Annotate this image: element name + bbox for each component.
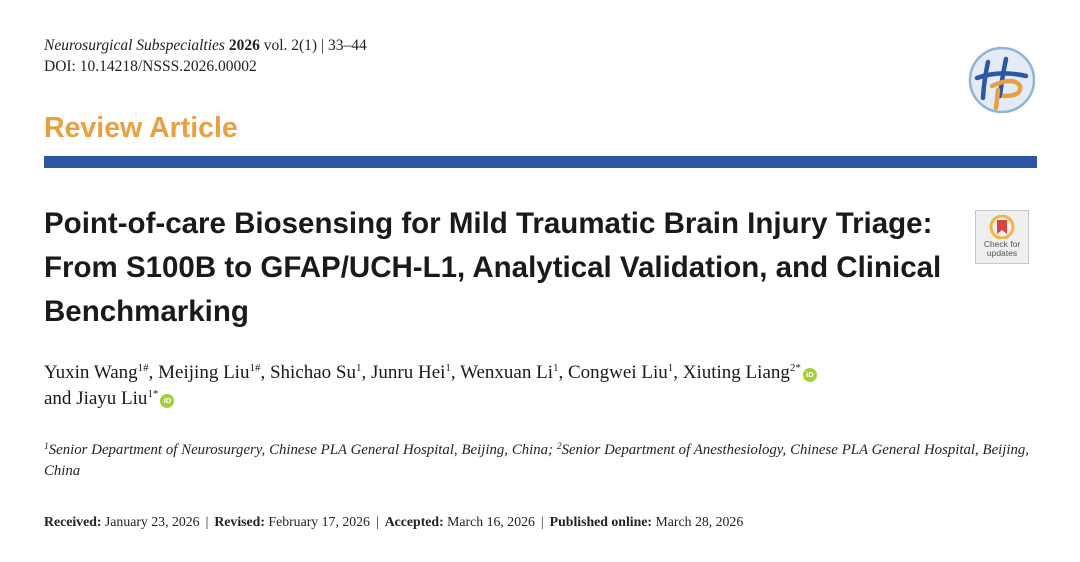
- author: Jiayu Liu$^{1*}$: [76, 387, 159, 409]
- citation-separator: |: [320, 37, 325, 54]
- accepted-date: March 16, 2026: [447, 514, 535, 529]
- affiliation-marker: 2: [556, 442, 562, 452]
- header-rule: [44, 156, 1037, 168]
- author: Congwei Liu$^1$,: [568, 362, 683, 383]
- check-updates-label: Check for updates: [983, 239, 1021, 258]
- orcid-icon[interactable]: iD: [160, 394, 174, 408]
- affiliation-2: Senior Department of Anesthesiology, Chinese PLA General Hospital, Beijing, China: [44, 442, 1029, 479]
- orcid-icon[interactable]: iD: [803, 368, 817, 382]
- author: Shichao Su$^1$,: [269, 362, 371, 383]
- accepted-label: Accepted:: [384, 514, 444, 529]
- author: Meijing Liu$^{1\#}$,: [158, 362, 270, 383]
- affiliations: [44, 440, 1029, 482]
- check-for-updates-button[interactable]: [975, 210, 1029, 264]
- journal-name: Neurosurgical Subspecialties: [44, 37, 225, 54]
- author: Junru Hei$^1$,: [371, 362, 461, 383]
- journal-logo-icon[interactable]: [968, 46, 1036, 114]
- date-separator: |: [205, 514, 209, 529]
- publication-dates: [44, 512, 743, 532]
- revised-label: Revised:: [214, 514, 265, 529]
- date-separator: |: [375, 514, 379, 529]
- affiliation-marker: 1: [44, 442, 49, 452]
- journal-citation: [44, 36, 367, 55]
- doi[interactable]: DOI: 10.14218/NSSS.2026.00002: [44, 58, 257, 75]
- article-type: Review Article: [44, 112, 238, 144]
- journal-pages: 33–44: [327, 37, 367, 54]
- revised-date: February 17, 2026: [268, 514, 370, 529]
- article-title: Point-of-care Biosensing for Mild Traumatic Brain Injury Triage: From S100B to GFAP/UCH-L1, Analytical Validation, and Clinical Benchmarking: [44, 207, 942, 328]
- author: Wenxuan Li$^1$,: [460, 362, 568, 383]
- journal-volume: vol. 2(1): [263, 37, 318, 54]
- authors-and: and: [44, 387, 72, 409]
- journal-year: 2026: [228, 37, 260, 54]
- published-label: Published online:: [549, 514, 653, 529]
- author: Xiuting Liang$^{2*}$: [682, 362, 801, 383]
- published-date: March 28, 2026: [655, 514, 744, 529]
- affiliation-1: Senior Department of Neurosurgery, Chinese PLA General Hospital, Beijing, China;: [48, 442, 557, 458]
- author-list: [44, 360, 1004, 411]
- date-separator: |: [540, 514, 544, 529]
- author: Yuxin Wang$^{1\#}$,: [44, 362, 159, 383]
- received-label: Received:: [44, 514, 102, 529]
- bookmark-icon: [989, 215, 1015, 239]
- received-date: January 23, 2026: [104, 514, 200, 529]
